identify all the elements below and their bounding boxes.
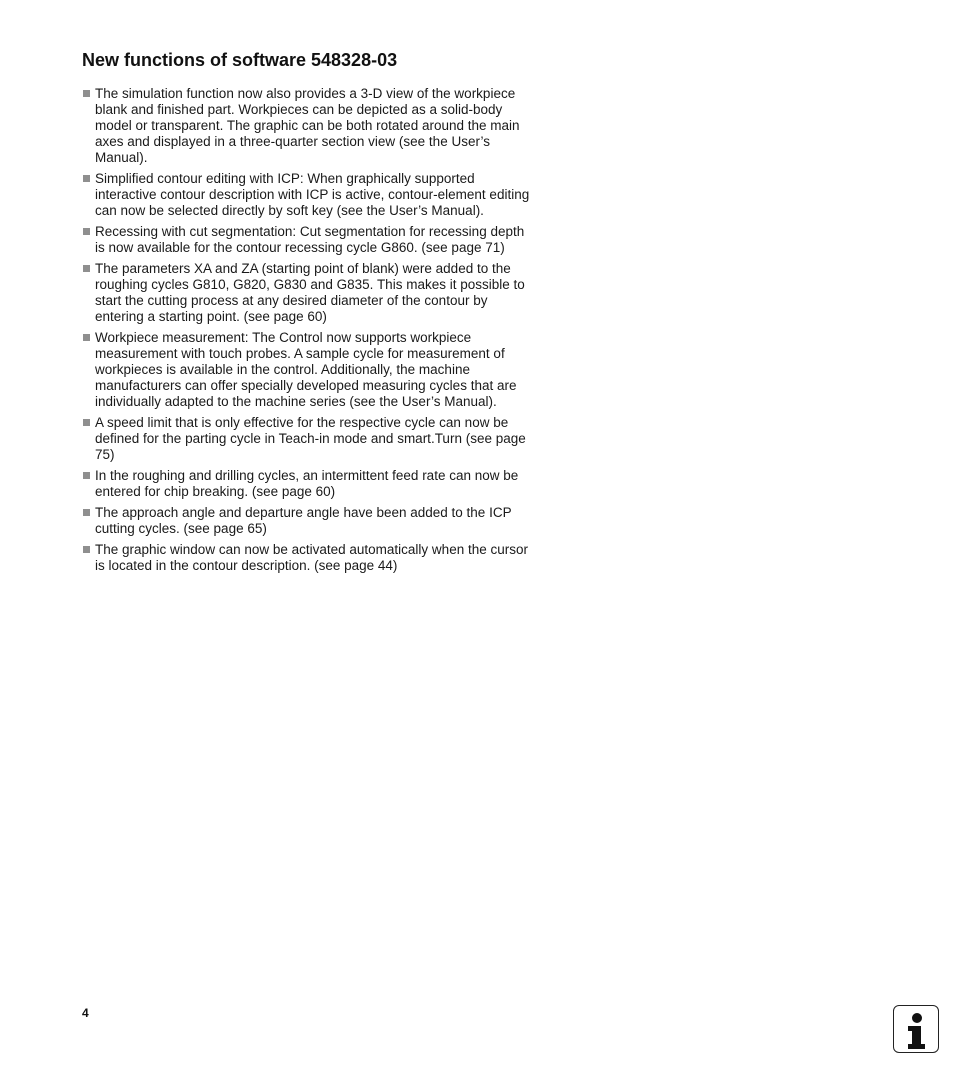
info-badge: [893, 1005, 939, 1053]
square-bullet-icon: [83, 228, 90, 235]
square-bullet-icon: [83, 546, 90, 553]
list-item: [82, 171, 530, 219]
list-item-text: A speed limit that is only effective for the respective cycle can now be defined for the parting cycle in Teach-in mode and smart.Turn (see page 75): [95, 415, 526, 462]
feature-list: [82, 86, 530, 579]
list-item-text: Recessing with cut segmentation: Cut segmentation for recessing depth is now available for the contour recessing cycle G860. (see page 71): [95, 224, 525, 255]
list-item: [82, 224, 530, 256]
section-heading: New functions of software 548328-03: [82, 50, 398, 70]
square-bullet-icon: [83, 175, 90, 182]
square-bullet-icon: [83, 472, 90, 479]
square-bullet-icon: [83, 419, 90, 426]
list-item: [82, 542, 530, 574]
list-item: [82, 261, 530, 325]
list-item-text: The simulation function now also provides a 3-D view of the workpiece blank and finished part. Workpieces can be depicted as a solid-body model or transparent. The graphic can be both rotated around the main axes and displayed in a three-quarter section view (see the User’s Manual).: [95, 86, 520, 165]
list-item: [82, 505, 530, 537]
list-item-text: Workpiece measurement: The Control now supports workpiece measurement with touch probes. A sample cycle for measurement of workpieces is available in the control. Additionally, the machine manufacturers can offer specially developed measuring cycles that are individually adapted to the machine series (see the User’s Manual).: [95, 330, 517, 409]
list-item-text: The approach angle and departure angle have been added to the ICP cutting cycles. (see page 65): [95, 505, 512, 536]
list-item-text: The parameters XA and ZA (starting point of blank) were added to the roughing cycles G810, G820, G830 and G835. This makes it possible to start the cutting process at any desired diameter of the contour by entering a starting point. (see page 60): [95, 261, 525, 324]
square-bullet-icon: [83, 509, 90, 516]
list-item: [82, 330, 530, 410]
list-item: [82, 468, 530, 500]
list-item-text: In the roughing and drilling cycles, an intermittent feed rate can now be entered for chip breaking. (see page 60): [95, 468, 519, 499]
list-item: [82, 415, 530, 463]
list-item: [82, 86, 530, 166]
list-item-text: Simplified contour editing with ICP: When graphically supported interactive contour description with ICP is active, contour-element editing can now be selected directly by soft key (see the User’s Manual).: [95, 171, 530, 218]
square-bullet-icon: [83, 334, 90, 341]
square-bullet-icon: [83, 90, 90, 97]
list-item-text: The graphic window can now be activated automatically when the cursor is located in the contour description. (see page 44): [95, 542, 528, 573]
info-icon: [894, 1006, 940, 1054]
page-number: 4: [82, 1006, 89, 1020]
square-bullet-icon: [83, 265, 90, 272]
